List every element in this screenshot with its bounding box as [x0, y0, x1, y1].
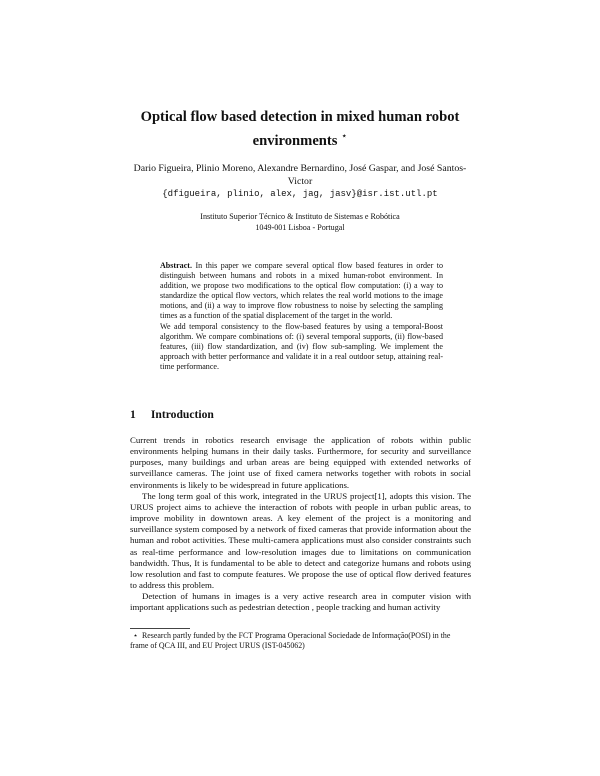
abstract-paragraph-2: We add temporal consistency to the flow-based features by using a temporal-Boost algorithm. We compare combinations of: (i) several temporal supports, (ii) flow-based features, (iii) flow standardization, and (iv) flow sub-sampling. We implement the approach with better performance and validate it in a real outdoor setup, attaining real-time performance. — [160, 321, 443, 371]
intro-paragraph-2: The long term goal of this work, integrated in the URUS project[1], adopts this vision. The URUS project aims to achieve the interaction of robots with people in urban public areas, to improve mobility in downtown areas. A key element of the project is a monitoring and surveillance system composed by a network of fixed cameras that provide information about the human and robot activities. These multi-camera applications must also consider constraints such as real-time performance and low-resolution images due to limitations on communication bandwidth. Thus, It is fundamental to be able to detect and categorize humans and robots using low resolution and fast to compute features. We propose the use of optical flow derived features to address this problem. — [130, 490, 471, 591]
footnote-mark: ⋆ — [133, 631, 138, 640]
introduction-body — [130, 435, 471, 614]
abstract-paragraph-1 — [160, 261, 443, 322]
intro-paragraph-3: Detection of humans in images is a very active research area in computer vision with important applications such as pedestrian detection , people tracking and human activity — [130, 591, 471, 613]
paper-title-text: Optical flow based detection in mixed human robot environments — [140, 109, 460, 149]
affiliation-line-2: 1049-001 Lisboa - Portugal — [255, 223, 345, 232]
section-heading — [130, 408, 470, 422]
footnote-text: Research partly funded by the FCT Programa Operacional Sociedade de Informação(POSI) in the frame of QCA III, and EU Project URUS (IST-045062) — [130, 631, 451, 651]
author-list: Dario Figueira, Plinio Moreno, Alexandre Bernardino, José Gaspar, and José Santos-Victor — [133, 163, 467, 187]
paper-title — [100, 108, 500, 151]
footnote — [130, 631, 470, 651]
abstract-label: Abstract. — [160, 261, 192, 270]
footnote-rule — [130, 628, 190, 629]
affiliation — [130, 211, 470, 233]
intro-paragraph-1: Current trends in robotics research envisage the application of robots within public environments helping humans in their daily tasks. Furthermore, for security and surveillance purposes, many buildings and urban areas are being equipped with extended networks of surveillance cameras. The joint use of fixed camera networks together with robots in social environments is likely to be widespread in future applications. — [130, 435, 471, 490]
affiliation-line-1: Instituto Superior Técnico & Instituto de Sistemas e Robótica — [200, 212, 400, 221]
section-title: Introduction — [150, 408, 214, 421]
abstract — [160, 261, 443, 372]
title-footnote-mark: ⋆ — [341, 131, 348, 142]
abstract-text-1: In this paper we compare several optical flow based features in order to distinguish between humans and robots in a mixed human-robot environment. In addition, we propose two modifications to the optical flow computation: (i) a way to standardize the optical flow vectors, which relates the real world motions to the image motions, and (ii) a way to improve flow robustness to noise by selecting the sampling times as a function of the spatial displacement of the target in the world. — [160, 261, 443, 321]
section-number: 1 — [130, 408, 136, 421]
author-emails: {dfigueira, plinio, alex, jag, jasv}@isr.ist.utl.pt — [162, 189, 438, 199]
